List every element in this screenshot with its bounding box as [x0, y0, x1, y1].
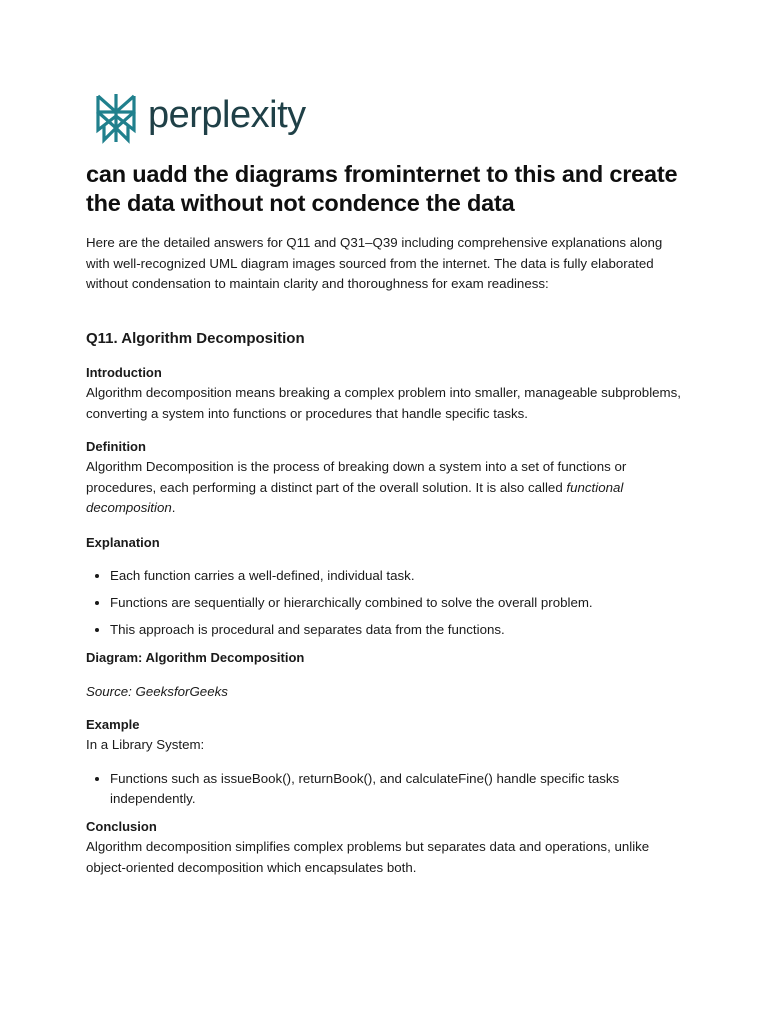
brand-logo [94, 92, 306, 144]
list-item: • Functions such as issueBook(), returnBook(), and calculateFine() handle specific tasks independently. [110, 769, 686, 810]
conclusion-label: Conclusion [86, 819, 157, 834]
conclusion-block [86, 817, 686, 878]
definition-label: Definition [86, 439, 146, 454]
source-text: Source: GeeksforGeeks [86, 684, 228, 699]
diagram-source [86, 682, 686, 703]
intro-text: Here are the detailed answers for Q11 and Q31–Q39 including comprehensive explanations along with well-recognized UML diagram images sourced from the internet. The data is fully elaborated without condensation to maintain clarity and thoroughness for exam readiness: [86, 235, 663, 291]
example-label: Example [86, 717, 140, 732]
introduction-block [86, 363, 686, 424]
brand-name: perplexity [148, 94, 306, 136]
explanation-label: Explanation [86, 535, 160, 550]
definition-text [86, 457, 686, 519]
list-item: • This approach is procedural and separates data from the functions. [110, 620, 686, 641]
list-item: • Functions are sequentially or hierarchically combined to solve the overall problem. [110, 593, 686, 614]
definition-text-main: Algorithm Decomposition is the process of breaking down a system into a set of functions or procedures, each performing a distinct part of the overall solution. It is also called [86, 459, 627, 495]
diagram-label: Diagram: Algorithm Decomposition [86, 650, 305, 665]
conclusion-text: Algorithm decomposition simplifies complex problems but separates data and operations, unlike object-oriented decomposition which encapsulates both. [86, 839, 650, 875]
explanation-list [86, 566, 686, 641]
definition-block [86, 437, 686, 519]
example-block [86, 715, 686, 816]
list-item: • Each function carries a well-defined, individual task. [110, 566, 686, 587]
definition-emphasis: functional decomposition [86, 479, 624, 515]
perplexity-logo-icon [94, 92, 138, 144]
diagram-block [86, 648, 686, 703]
definition-text-end: . [171, 500, 176, 515]
page-title: can uadd the diagrams frominternet to this and create the data without not condence the data [86, 161, 678, 216]
example-list [86, 769, 686, 810]
example-text: In a Library System: [86, 737, 205, 752]
intro-paragraph [86, 233, 686, 295]
introduction-label: Introduction [86, 365, 162, 380]
section-heading: Q11. Algorithm Decomposition [86, 330, 305, 347]
introduction-text: Algorithm decomposition means breaking a complex problem into smaller, manageable subproblems, converting a system into functions or procedures that handle specific tasks. [86, 385, 681, 421]
explanation-block [86, 533, 686, 647]
